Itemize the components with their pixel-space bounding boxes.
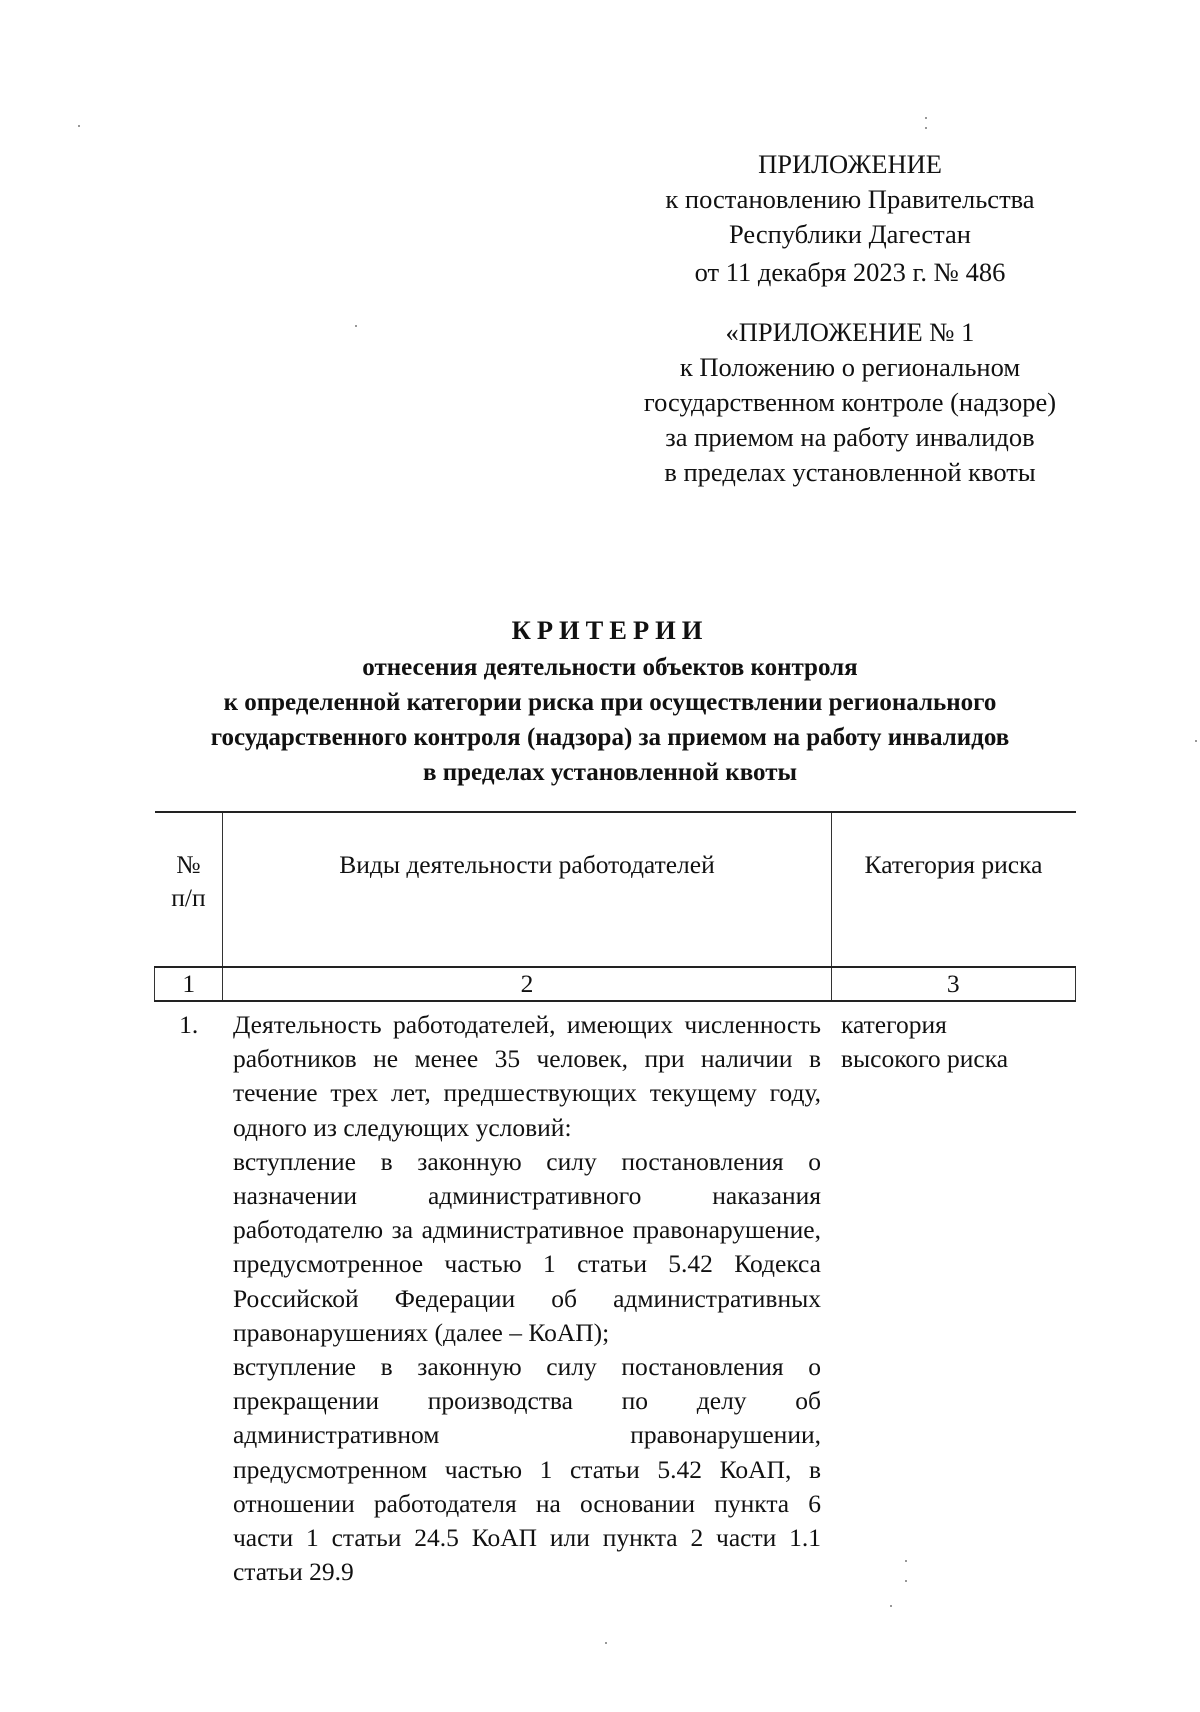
appendix-line-3: Республики Дагестан — [729, 219, 971, 249]
criteria-line-1: отнесения деятельности объектов контроля — [362, 654, 858, 681]
criteria-heading: КРИТЕРИИ — [511, 615, 709, 645]
table-header-row — [155, 812, 1076, 967]
appendix-line-2: к постановлению Правительства — [665, 184, 1035, 214]
scan-speck — [925, 127, 927, 129]
criteria-line-4: в пределах установленной квоты — [423, 759, 797, 786]
criteria-title-block — [100, 613, 1120, 790]
scan-speck — [925, 117, 927, 119]
column-number-3: 3 — [831, 967, 1076, 1001]
row-risk-category — [831, 1001, 1076, 1589]
header-number-pp: п/п — [171, 883, 206, 912]
scan-speck — [1195, 740, 1197, 742]
header-risk-category: Категория риска — [831, 812, 1076, 967]
appendix-block — [600, 147, 1100, 290]
column-number-row — [155, 967, 1076, 1001]
activity-paragraph-1: Деятельность работодателей, имеющих численность работников не менее 35 человек, при наличии в течение трех лет, предшествующих текущему году, одного из следующих условий: — [232, 1010, 821, 1142]
appendix-1-line-3: государственном контроле (надзоре) — [643, 387, 1057, 417]
risk-criteria-table — [154, 811, 1076, 1589]
risk-category-line-1: категория — [841, 1010, 947, 1039]
appendix-1-line-2: к Положению о региональном — [679, 352, 1021, 382]
scan-speck — [890, 1605, 892, 1607]
scan-speck — [605, 1642, 607, 1644]
activity-paragraph-2: вступление в законную силу постановления о назначении административного наказания работодателю за административное правонарушение, предусмотренное частью 1 статьи 5.42 Кодекса Российской Федерации об административных правонарушениях (далее – КоАП); — [232, 1146, 821, 1347]
scan-speck — [905, 1560, 907, 1562]
header-activity-kind: Виды деятельности работодателей — [223, 812, 831, 967]
scan-speck — [78, 125, 80, 127]
activity-paragraph-3: вступление в законную силу постановления о прекращении производства по делу об административном правонарушении, предусмотренном частью 1 статьи 5.42 КоАП, в отношении работодателя на основании пункта 6 части 1 статьи 24.5 КоАП или пункта 2 части 1.1 статьи 29.9 — [232, 1352, 821, 1587]
column-number-1: 1 — [155, 967, 223, 1001]
appendix-1-line-5: в пределах установленной квоты — [664, 457, 1036, 487]
header-number-sign: № — [176, 850, 201, 879]
scan-speck — [355, 325, 357, 327]
appendix-1-title: «ПРИЛОЖЕНИЕ № 1 — [725, 317, 975, 347]
criteria-line-2: к определенной категории риска при осуществлении регионального — [223, 689, 997, 716]
appendix-date: от 11 декабря 2023 г. № 486 — [694, 257, 1006, 287]
appendix-title: ПРИЛОЖЕНИЕ — [758, 149, 942, 179]
column-number-2: 2 — [223, 967, 831, 1001]
row-number: 1. — [179, 1010, 199, 1039]
row-activity-kind — [223, 1001, 831, 1589]
header-number — [155, 812, 223, 967]
table-row — [155, 1001, 1076, 1589]
risk-category-line-2: высокого риска — [841, 1044, 1009, 1074]
appendix-1-line-4: за приемом на работу инвалидов — [665, 422, 1035, 452]
appendix-1-block — [600, 315, 1100, 490]
scan-speck — [905, 1580, 907, 1582]
criteria-line-3: государственного контроля (надзора) за приемом на работу инвалидов — [210, 724, 1010, 751]
